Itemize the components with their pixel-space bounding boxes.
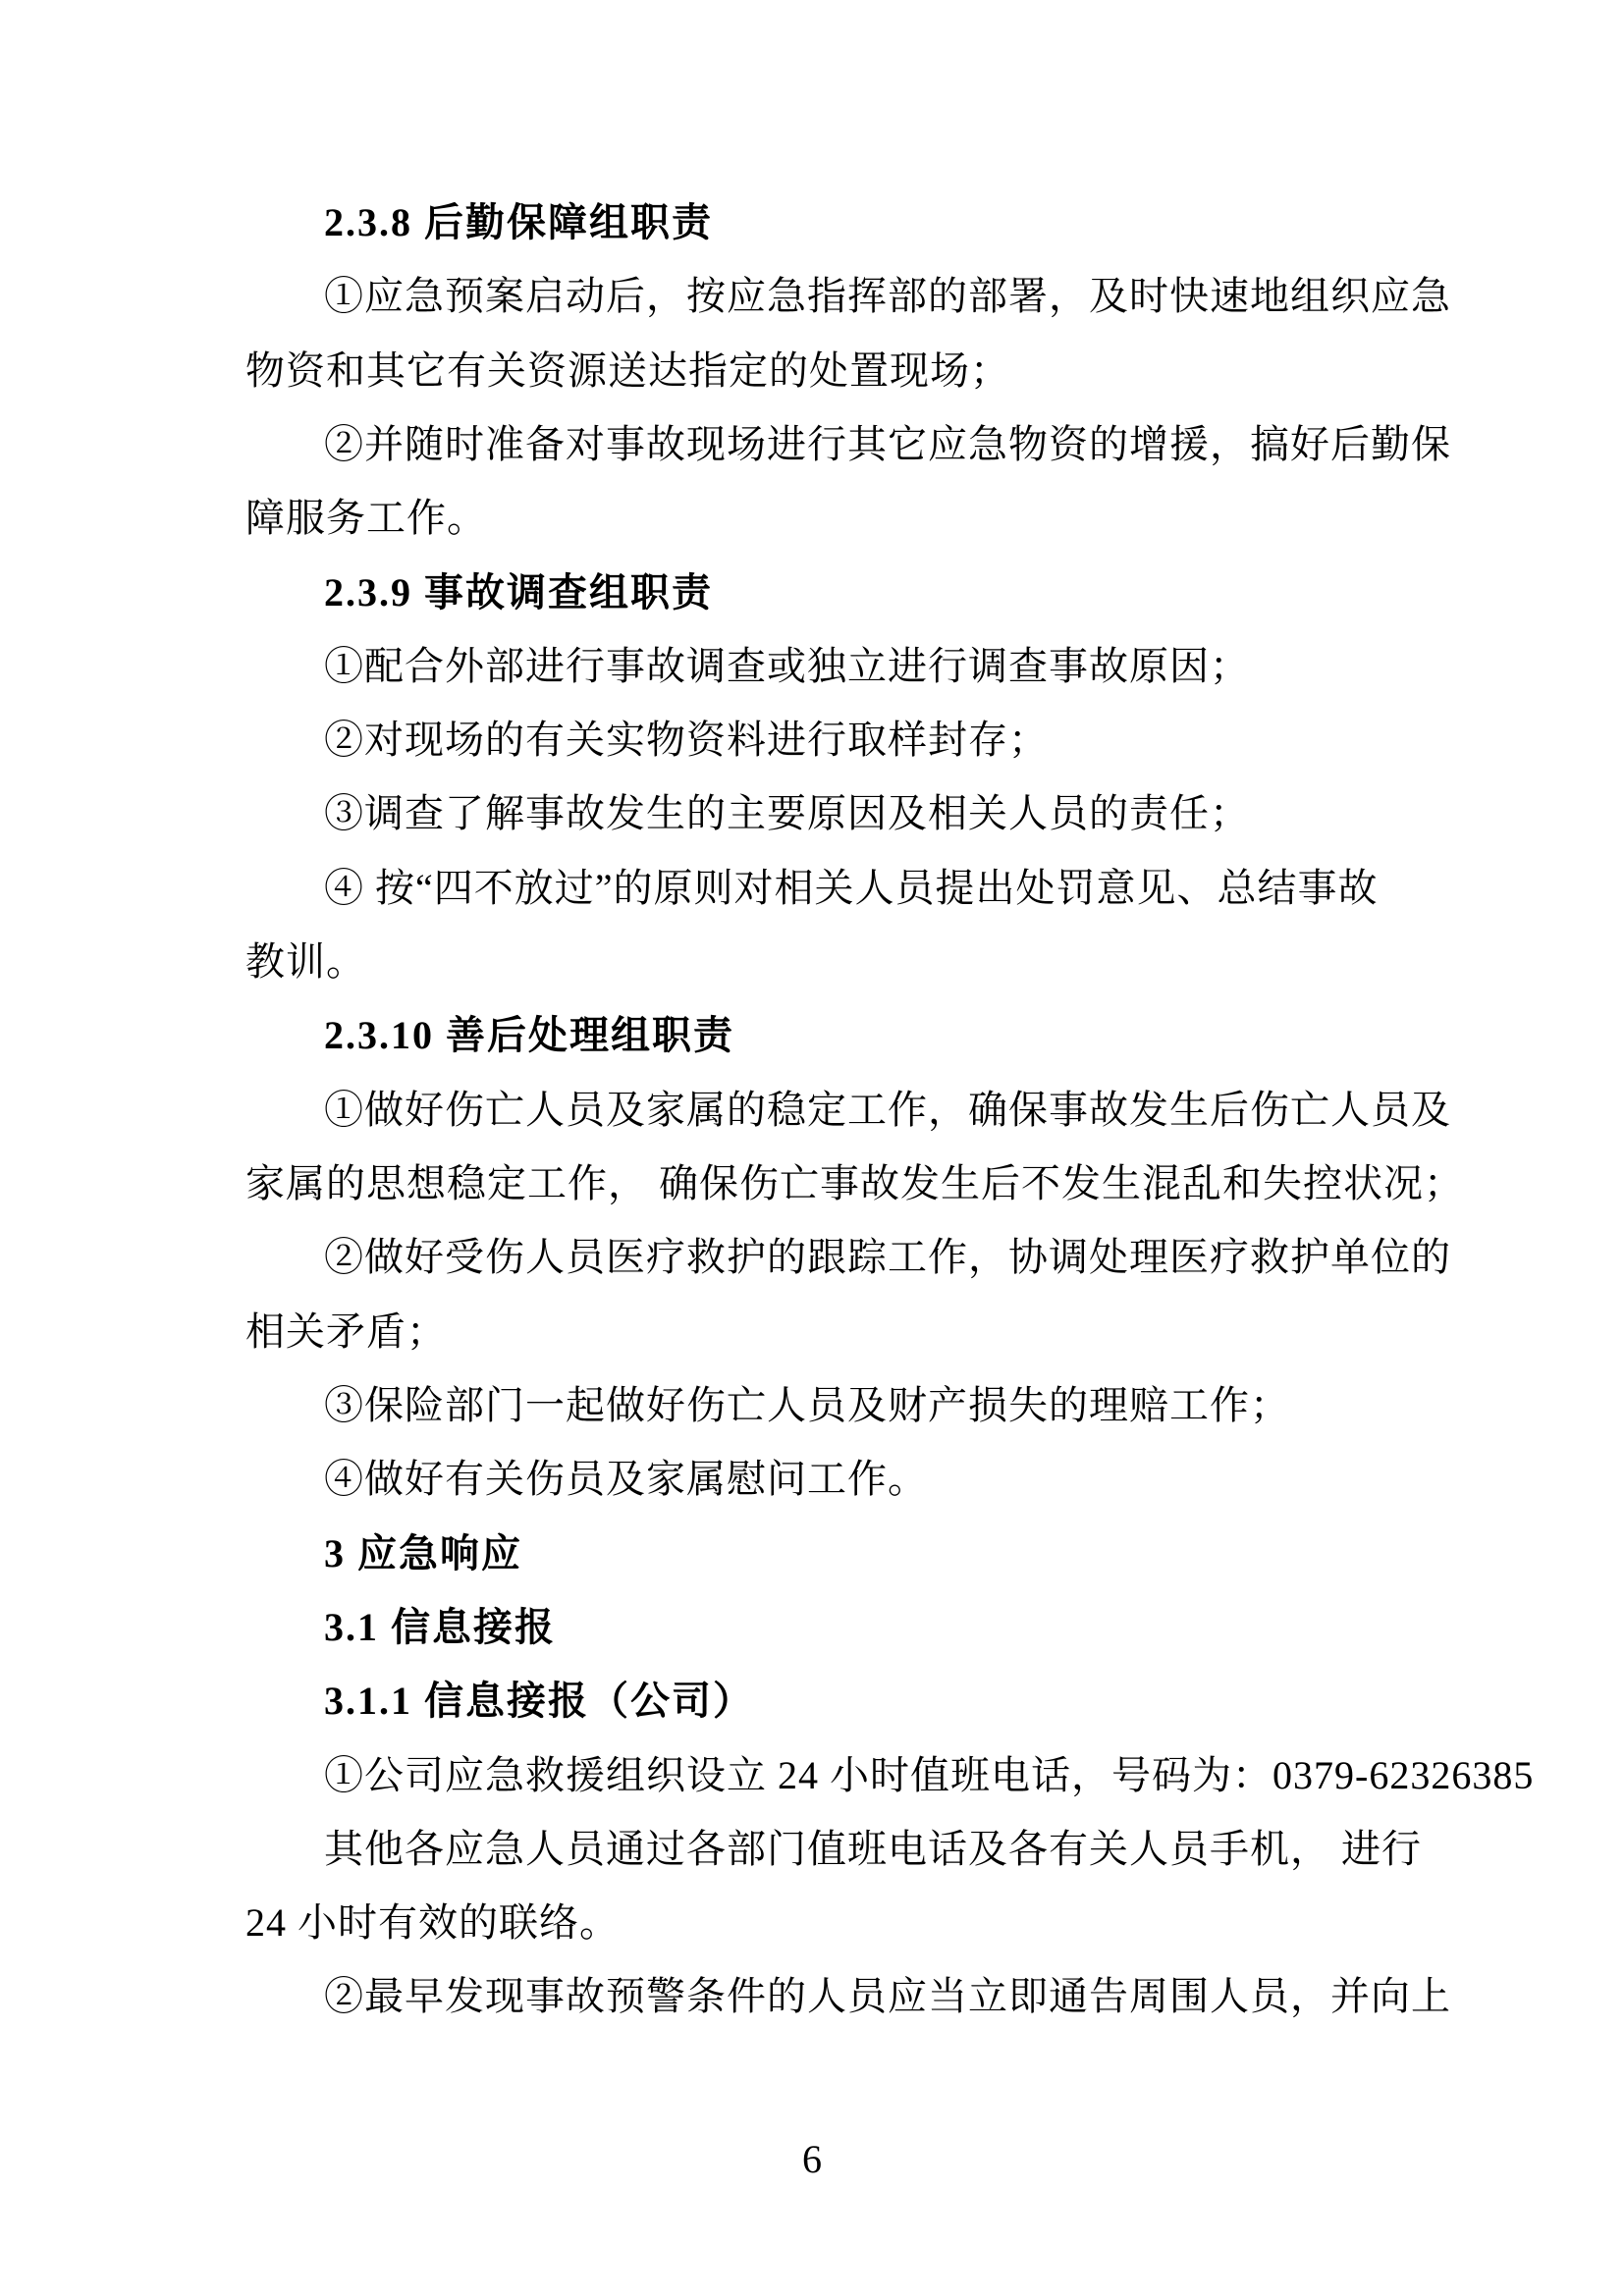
paragraph-line: ①配合外部进行事故调查或独立进行调查事故原因； (324, 644, 1250, 688)
section-heading-311: 3.1.1 信息接报（公司） (324, 1679, 754, 1723)
paragraph-line: 相关矛盾； (245, 1309, 447, 1354)
paragraph-line: ②对现场的有关实物资料进行取样封存； (324, 718, 1049, 762)
paragraph-line: ①公司应急救援组织设立 24 小时值班电话，号码为：0379-62326385 (324, 1753, 1535, 1797)
paragraph-line: ④做好有关伤员及家属慰问工作。 (324, 1457, 928, 1501)
paragraph-line: 教训。 (245, 939, 366, 984)
paragraph-line: ③保险部门一起做好伤亡人员及财产损失的理赔工作； (324, 1383, 1290, 1427)
paragraph-line: ④ 按“四不放过”的原则对相关人员提出处罚意见、总结事故 (324, 866, 1379, 910)
section-heading-2310: 2.3.10 善后处理组职责 (324, 1013, 734, 1057)
paragraph-line: 家属的思想稳定工作， 确保伤亡事故发生后不发生混乱和失控状况； (245, 1161, 1464, 1205)
section-heading-31: 3.1 信息接报 (324, 1605, 556, 1649)
paragraph-line: ②做好受伤人员医疗救护的跟踪工作，协调处理医疗救护单位的 (324, 1235, 1451, 1279)
paragraph-line: ②并随时准备对事故现场进行其它应急物资的增援，搞好后勤保 (324, 422, 1451, 466)
paragraph-line: ①做好伤亡人员及家属的稳定工作，确保事故发生后伤亡人员及 (324, 1088, 1451, 1132)
page-number: 6 (802, 2137, 822, 2181)
paragraph-line: ②最早发现事故预警条件的人员应当立即通告周围人员，并向上 (324, 1974, 1451, 2018)
section-heading-239: 2.3.9 事故调查组职责 (324, 570, 713, 614)
paragraph-line: 物资和其它有关资源送达指定的处置现场； (245, 348, 1010, 393)
paragraph-line: 障服务工作。 (245, 496, 487, 540)
section-heading-238: 2.3.8 后勤保障组职责 (324, 200, 713, 244)
paragraph-line: ①应急预案启动后，按应急指挥部的部署，及时快速地组织应急 (324, 274, 1451, 318)
paragraph-line: 其他各应急人员通过各部门值班电话及各有关人员手机， 进行 (324, 1827, 1422, 1871)
paragraph-line: 24 小时有效的联络。 (245, 1900, 620, 1945)
paragraph-line: ③调查了解事故发生的主要原因及相关人员的责任； (324, 791, 1250, 835)
section-heading-3: 3 应急响应 (324, 1531, 522, 1575)
